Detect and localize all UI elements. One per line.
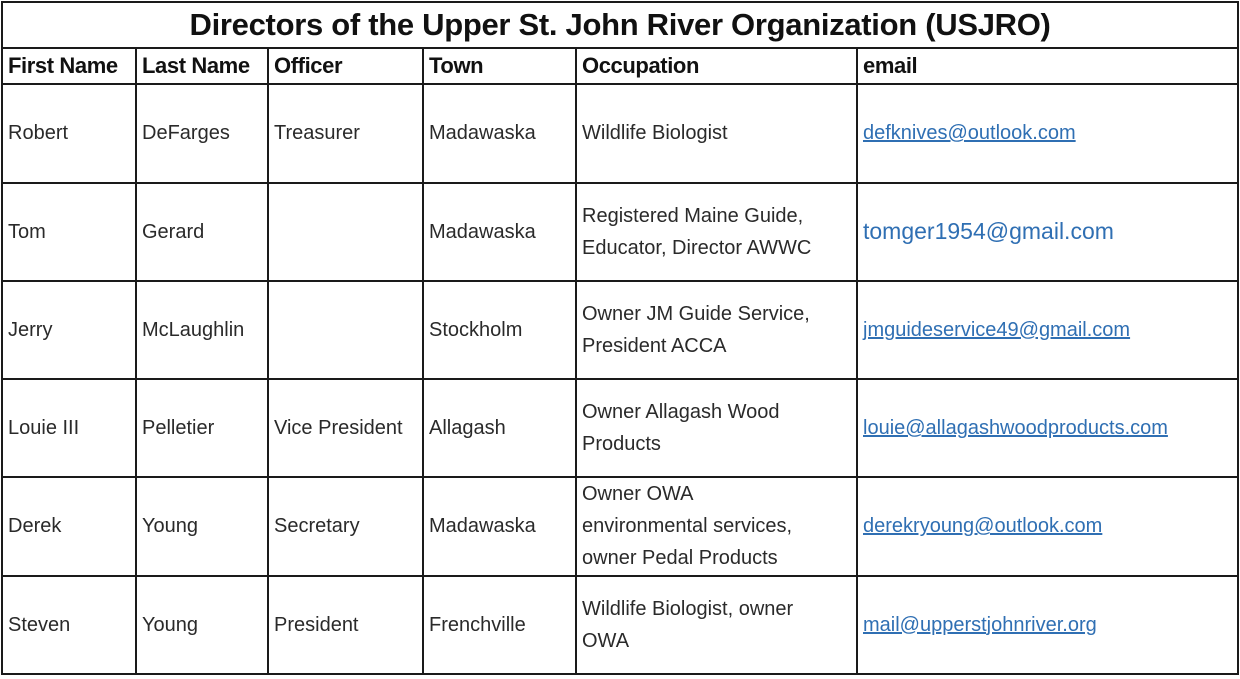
table-row xyxy=(2,183,1238,281)
town-cell: Frenchville xyxy=(423,576,576,674)
email-cell xyxy=(857,379,1238,477)
officer-cell: Treasurer xyxy=(268,84,423,182)
table-row xyxy=(2,576,1238,674)
email-link[interactable]: mail@upperstjohnriver.org xyxy=(863,613,1097,636)
town-cell: Allagash xyxy=(423,379,576,477)
occupation-cell: Owner Allagash Wood Products xyxy=(576,379,857,477)
last-name-cell: Pelletier xyxy=(136,379,268,477)
occupation-cell: Registered Maine Guide, Educator, Director AWWC xyxy=(576,183,857,281)
email-link[interactable]: derekryoung@outlook.com xyxy=(863,515,1103,538)
town-cell: Madawaska xyxy=(423,84,576,182)
header-email: email xyxy=(857,48,1238,84)
occupation-cell: Owner OWA environmental services, owner Pedal Products xyxy=(576,477,857,575)
table-row xyxy=(2,281,1238,379)
occupation-cell: Wildlife Biologist xyxy=(576,84,857,182)
last-name-cell: DeFarges xyxy=(136,84,268,182)
town-cell: Madawaska xyxy=(423,183,576,281)
header-last-name: Last Name xyxy=(136,48,268,84)
first-name-cell: Tom xyxy=(2,183,136,281)
email-link[interactable]: defknives@outlook.com xyxy=(863,122,1076,145)
town-cell: Madawaska xyxy=(423,477,576,575)
table-row xyxy=(2,84,1238,182)
email-link[interactable]: tomger1954@gmail.com xyxy=(863,217,1114,244)
email-cell xyxy=(857,576,1238,674)
first-name-cell: Robert xyxy=(2,84,136,182)
email-link[interactable]: jmguideservice49@gmail.com xyxy=(863,318,1131,341)
directors-table xyxy=(1,1,1239,675)
email-cell xyxy=(857,84,1238,182)
town-cell: Stockholm xyxy=(423,281,576,379)
first-name-cell: Steven xyxy=(2,576,136,674)
first-name-cell: Louie III xyxy=(2,379,136,477)
table-title: Directors of the Upper St. John River Organization (USJRO) xyxy=(2,2,1238,48)
last-name-cell: Young xyxy=(136,477,268,575)
officer-cell xyxy=(268,183,423,281)
table-row xyxy=(2,477,1238,575)
last-name-cell: Young xyxy=(136,576,268,674)
title-row xyxy=(2,2,1238,48)
header-first-name: First Name xyxy=(2,48,136,84)
table-row xyxy=(2,379,1238,477)
officer-cell: President xyxy=(268,576,423,674)
first-name-cell: Jerry xyxy=(2,281,136,379)
first-name-cell: Derek xyxy=(2,477,136,575)
last-name-cell: Gerard xyxy=(136,183,268,281)
last-name-cell: McLaughlin xyxy=(136,281,268,379)
email-link[interactable]: louie@allagashwoodproducts.com xyxy=(863,417,1168,440)
officer-cell: Secretary xyxy=(268,477,423,575)
header-officer: Officer xyxy=(268,48,423,84)
occupation-cell: Wildlife Biologist, owner OWA xyxy=(576,576,857,674)
email-cell xyxy=(857,183,1238,281)
header-occupation: Occupation xyxy=(576,48,857,84)
email-cell xyxy=(857,281,1238,379)
header-town: Town xyxy=(423,48,576,84)
officer-cell xyxy=(268,281,423,379)
officer-cell: Vice President xyxy=(268,379,423,477)
email-cell xyxy=(857,477,1238,575)
occupation-cell: Owner JM Guide Service, President ACCA xyxy=(576,281,857,379)
header-row xyxy=(2,48,1238,84)
